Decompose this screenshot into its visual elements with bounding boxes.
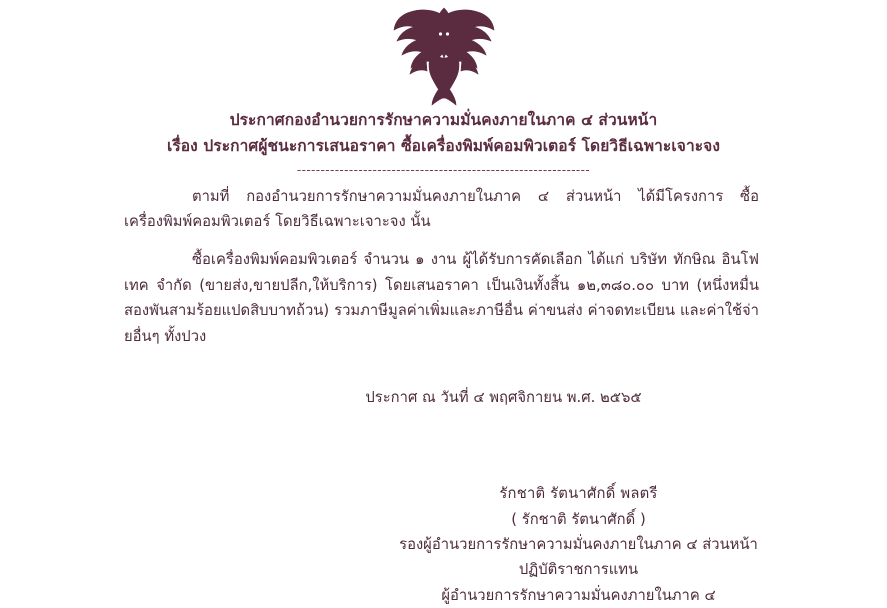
paragraph-1 — [124, 184, 759, 235]
document-body — [0, 184, 887, 350]
announcement-date: ประกาศ ณ วันที่ ๔ พฤศจิกายน พ.ศ. ๒๕๖๕ — [365, 389, 642, 407]
garuda-emblem — [392, 2, 496, 106]
paragraph-2 — [124, 247, 759, 349]
announcement-heading — [0, 108, 887, 159]
signature-name-parenthetical: ( รักชาติ รัตนาศักดิ์ ) — [511, 510, 646, 528]
heading-divider: -------------------------------------------------------------- — [296, 163, 591, 178]
signature-position-1: รองผู้อำนวยการรักษาความมั่นคงภายในภาค ๔ ส่วนหน้า — [399, 536, 758, 554]
heading-line-2: เรื่อง ประกาศผู้ชนะการเสนอราคา ซื้อเครื่องพิมพ์คอมพิวเตอร์ โดยวิธีเฉพาะเจาะจง — [166, 136, 721, 155]
signature-block — [0, 481, 887, 608]
signature-position-3: ผู้อำนวยการรักษาความมั่นคงภายในภาค ๔ — [441, 586, 716, 604]
signature-position-2: ปฏิบัติราชการแทน — [518, 561, 639, 579]
paragraph-2-text: ซื้อเครื่องพิมพ์คอมพิวเตอร์ จำนวน ๑ งาน ผู้ได้รับการคัดเลือก ได้แก่ บริษัท ทักษิณ อินโฟเทค จำกัด (ขายส่ง,ขายปลีก,ให้บริการ) โดยเสนอราคา เป็นเงินทั้งสิ้น ๑๒,๓๘๐.๐๐ บาท (หนึ่งหมื่นสองพันสามร้อยแปดสิบบาทถ้วน) รวมภาษีมูลค่าเพิ่มและภาษีอื่น ค่าขนส่ง ค่าจดทะเบียน และค่าใช้จ่ายอื่นๆ ทั้งปวง — [124, 251, 759, 345]
emblem-container — [0, 0, 887, 106]
paragraph-1-text: ตามที่ กองอำนวยการรักษาความมั่นคงภายในภาค ๔ ส่วนหน้า ได้มีโครงการ ซื้อเครื่องพิมพ์คอมพิวเตอร์ โดยวิธีเฉพาะเจาะจง นั้น — [124, 187, 759, 230]
signature-name: รักชาติ รัตนาศักดิ์ พลตรี — [499, 485, 658, 503]
heading-line-1: ประกาศกองอำนวยการรักษาความมั่นคงภายในภาค ๔ ส่วนหน้า — [229, 111, 658, 129]
